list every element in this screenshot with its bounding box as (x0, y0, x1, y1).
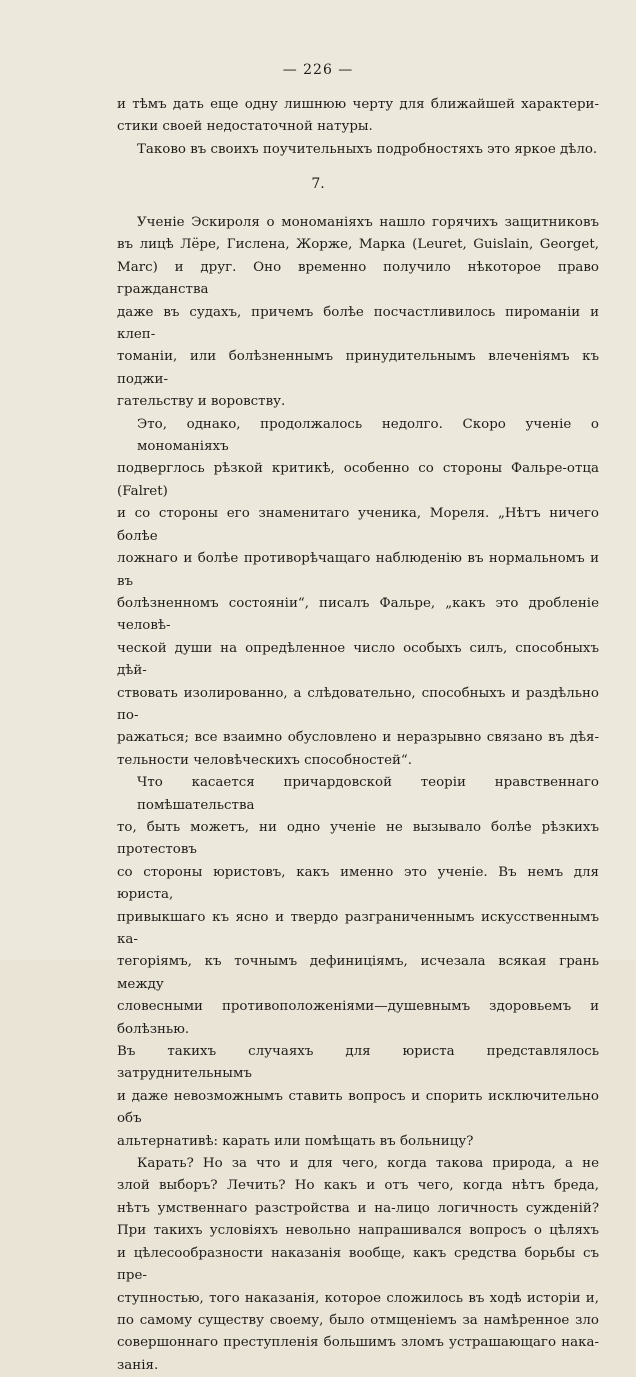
text-line: и тѣмъ дать еще одну лишнюю черту для ближайшей характери- (117, 97, 599, 112)
text-line: альтернативѣ: карать или помѣщать въ больницу? (117, 1133, 474, 1149)
text-line: Это, однако, продолжалось недолго. Скоро ученіе о мономаніяхъ (137, 416, 599, 455)
text-line: ложнаго и болѣе противорѣчащаго наблюденію въ нормальномъ и въ (117, 551, 599, 589)
text-line: ствовать изолированно, а слѣдовательно, способныхъ и раздѣльно по- (117, 685, 599, 723)
text-line: Въ такихъ случаяхъ для юриста представлялось затруднительнымъ (117, 1044, 599, 1082)
section-number: 7. (311, 176, 325, 192)
text-line: и цѣлесообразности наказанія вообще, какъ средства борьбы съ пре- (117, 1245, 599, 1284)
text-line: Таково въ своихъ поучительныхъ подробностяхъ это яркое дѣло. (137, 141, 598, 157)
text-line: и со стороны его знаменитаго ученика, Мореля. „Нѣтъ ничего болѣе (117, 506, 599, 544)
text-line: Что касается причардовской теоріи нравственнаго помѣшательства (137, 775, 599, 813)
paragraph-1 (117, 212, 599, 414)
text-line: въ лицѣ Лёре, Гислена, Жорже, Марка (Leuret, Guislain, Georget, (117, 237, 599, 253)
paragraph-4 (117, 1153, 599, 1377)
text-line: томаніи, или болѣзненнымъ принудительнымъ влеченіямъ къ поджи- (117, 349, 599, 387)
text-line: словесными противоположеніями—душевнымъ здоровьемъ и болѣзнью. (117, 999, 599, 1037)
text-line: занія. (117, 1357, 159, 1373)
intro-text (117, 94, 599, 161)
text-line: ческой души на опредѣленное число особыхъ силъ, способныхъ дѣй- (117, 640, 599, 679)
text-line: Marc) и друг. Оно временно получило нѣкоторое право гражданства (117, 259, 599, 298)
text-line: Ученіе Эскироля о мономаніяхъ нашло горячихъ защитниковъ (137, 215, 599, 230)
text-line: то, быть можетъ, ни одно ученіе не вызывало болѣе рѣзкихъ протестовъ (117, 819, 599, 858)
text-line: по самому существу своему, было отмщеніемъ за намѣренное зло (117, 1312, 599, 1328)
text-line: и даже невозможнымъ ставить вопросъ и спорить исключительно объ (117, 1088, 599, 1127)
paragraph-2 (117, 414, 599, 773)
text-line: со стороны юристовъ, какъ именно это ученіе. Въ немъ для юриста, (117, 864, 599, 903)
main-text (117, 212, 599, 1377)
text-line: тельности человѣческихъ способностей“. (117, 752, 413, 768)
text-line: болѣзненномъ состояніи“, писалъ Фальре, „какъ это дробленіе человѣ- (117, 595, 599, 634)
text-line: При такихъ условіяхъ невольно напрашивался вопросъ о цѣляхъ (117, 1223, 599, 1239)
text-line: совершоннаго преступленія большимъ зломъ устрашающаго нака- (117, 1335, 599, 1351)
text-line: Карать? Но за что и для чего, когда такова природа, а не (137, 1156, 599, 1172)
text-line: тегоріямъ, къ точнымъ дефиниціямъ, исчезала всякая грань между (117, 954, 599, 992)
text-line: нѣтъ умственнаго разстройства и на-лицо логичность сужденій? (117, 1200, 599, 1216)
text-line: подверглось рѣзкой критикѣ, особенно со стороны Фальре-отца (Falret) (117, 461, 599, 499)
text-line: стики своей недостаточной натуры. (117, 119, 373, 135)
text-line: даже въ судахъ, причемъ болѣе посчастливилось пироманіи и клеп- (117, 304, 599, 343)
text-line: гательству и воровству. (117, 394, 286, 410)
text-line: ражаться; все взаимно обусловлено и неразрывно связано въ дѣя- (117, 730, 599, 746)
paragraph-3 (117, 772, 599, 1153)
text-line: ступностью, того наказанія, которое сложилось въ ходѣ исторіи и, (117, 1290, 599, 1306)
text-line: привыкшаго къ ясно и твердо разграниченнымъ искусственнымъ ка- (117, 909, 599, 947)
text-line: злой выборъ? Лечить? Но какъ и отъ чего, когда нѣтъ бреда, (117, 1178, 599, 1194)
page-number: — 226 — (282, 62, 354, 78)
